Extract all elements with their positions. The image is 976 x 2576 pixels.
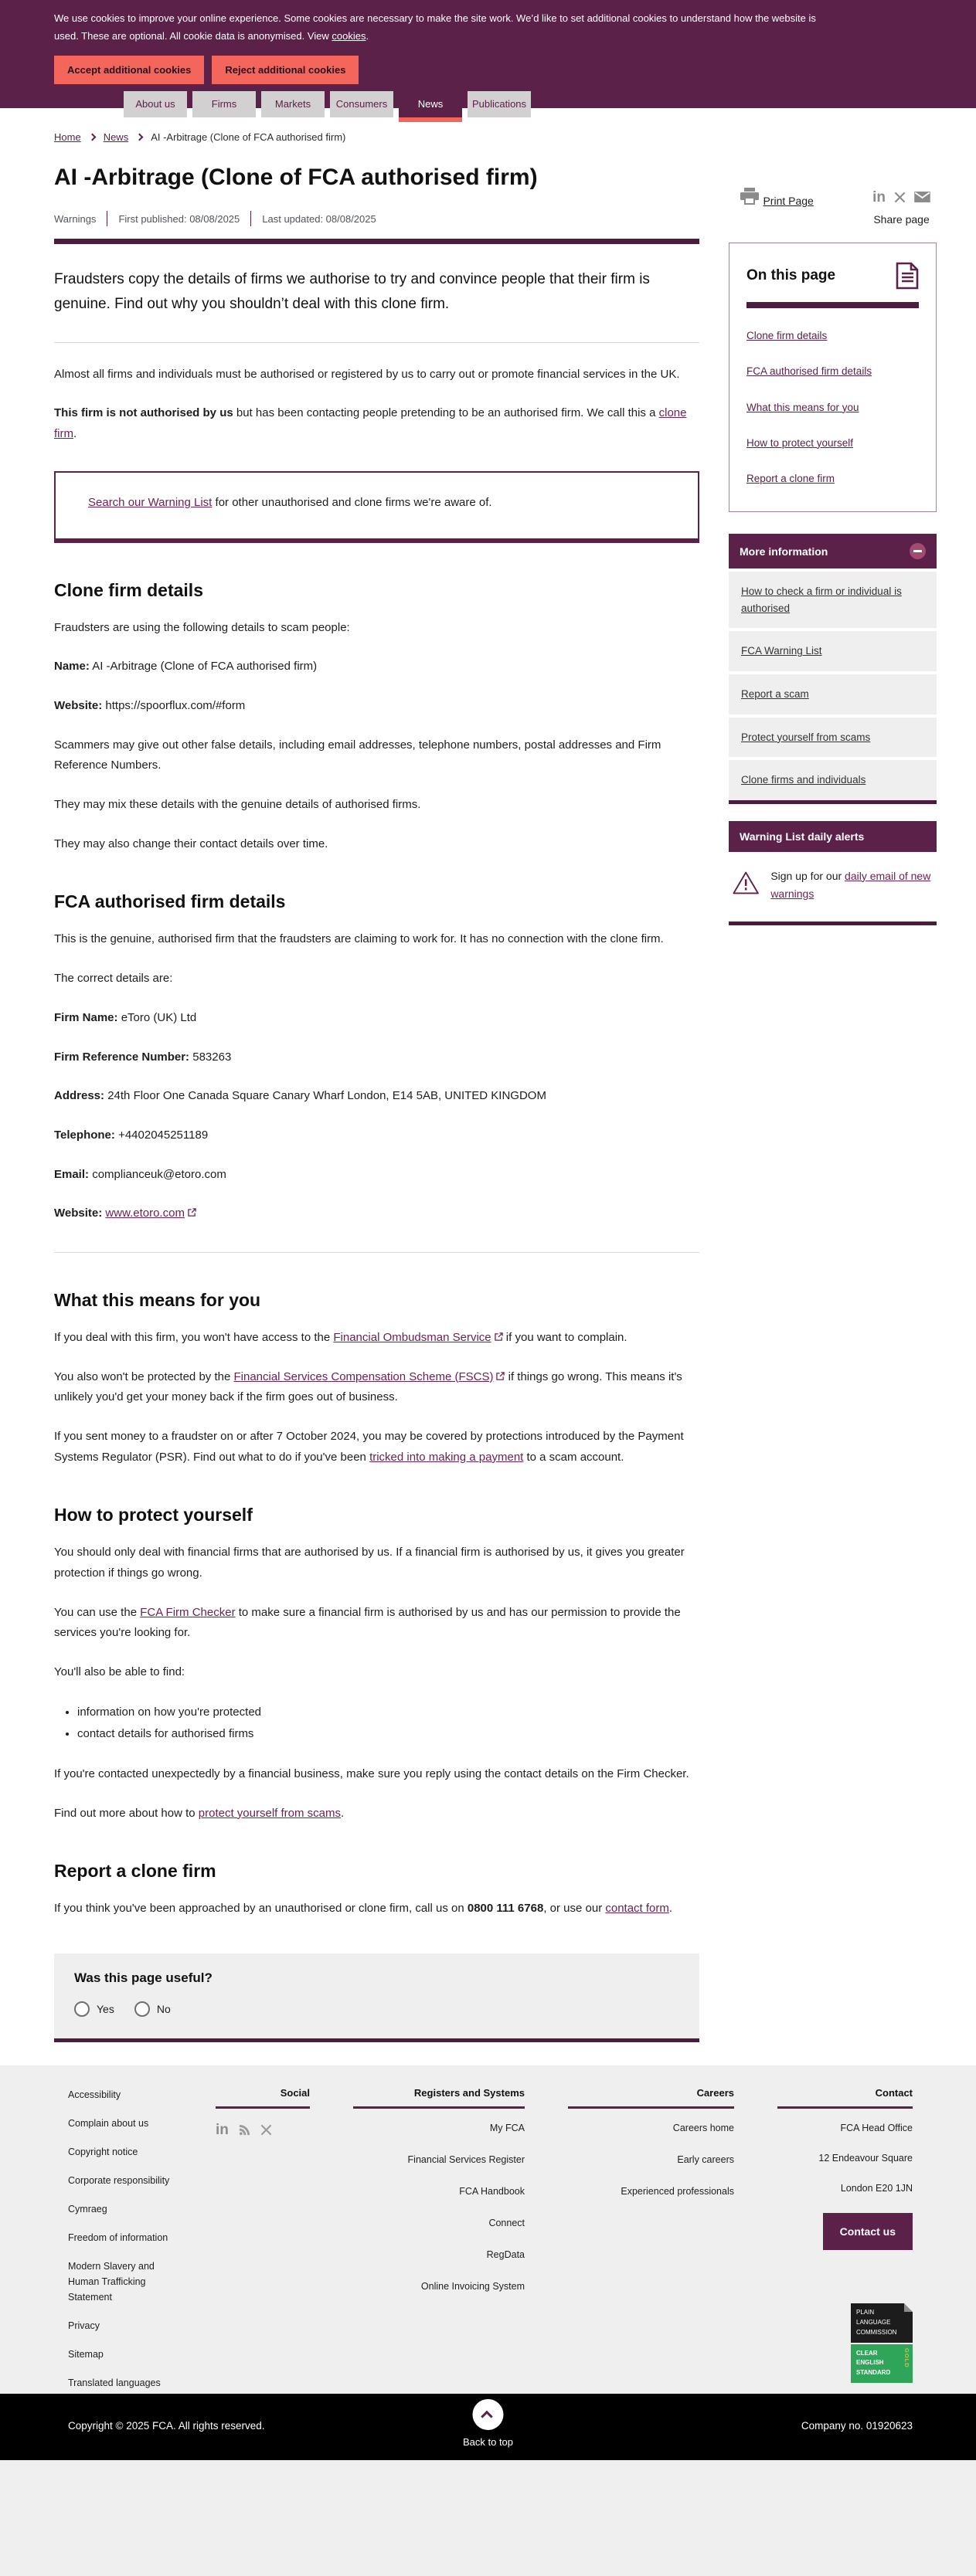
- warning-alerts-title: Warning List daily alerts: [729, 821, 937, 852]
- wtm-text: if you want to complain.: [502, 1330, 627, 1344]
- not-authorised-bold: This firm is not authorised by us: [54, 406, 233, 420]
- footer-bottom-bar: [0, 2394, 976, 2460]
- firm-name-label: Firm Name:: [54, 1010, 118, 1024]
- title-divider: [54, 239, 699, 244]
- footer-link-fca-handbook[interactable]: FCA Handbook: [459, 2185, 525, 2197]
- more-information-panel: [729, 534, 937, 804]
- bullet-item: • contact details for authorised firms: [77, 1723, 699, 1746]
- phone-number: 0800 111 6768: [467, 1902, 544, 1916]
- contact-address-line: 12 Endeavour Square: [818, 2152, 913, 2164]
- warning-list-link[interactable]: Search our Warning List: [88, 495, 213, 509]
- contact-us-button[interactable]: Contact us: [823, 2213, 913, 2250]
- telephone-label: Telephone:: [54, 1128, 115, 1142]
- primary-nav: [124, 91, 531, 122]
- footer-link-item: [68, 2173, 172, 2188]
- clone-details-text: Scammers may give out other false details, including email addresses, telephone numbers, postal addresses and Firm Reference Numbers.: [54, 738, 661, 772]
- footer-link-list: [68, 2087, 172, 2404]
- company-number: Company no. 01920623: [801, 2419, 913, 2432]
- on-this-page-title: On this page: [746, 267, 836, 283]
- share-page-label: Share page: [873, 213, 930, 226]
- feedback-panel: [54, 1953, 699, 2042]
- protect-text: You can use the: [54, 1605, 141, 1619]
- breadcrumb: [54, 131, 976, 143]
- footer-link-complain[interactable]: Complain about us: [68, 2117, 149, 2129]
- x-share-icon[interactable]: [894, 192, 906, 203]
- authorised-details-text: The correct details are:: [54, 972, 173, 986]
- footer-link-item: [68, 2347, 172, 2362]
- badge-standard-text: CLEAR ENGLISH STANDARD: [856, 2349, 891, 2377]
- tab-about-us[interactable]: About us: [124, 91, 187, 117]
- footer-link-experienced-professionals[interactable]: Experienced professionals: [621, 2185, 734, 2197]
- section-heading-what-this-means: What this means for you: [54, 1289, 261, 1310]
- meta-category: Warnings: [54, 212, 97, 225]
- cookie-message-period: .: [366, 30, 369, 42]
- footer-social-title: Social: [216, 2087, 310, 2109]
- plain-language-badge-bottom: [851, 2344, 913, 2383]
- radio-no-label: No: [156, 2002, 171, 2015]
- bullet-item: • information on how you're protected: [77, 1702, 699, 1724]
- feedback-question: Was this page useful?: [74, 1970, 213, 1985]
- contact-button-wrap: [777, 2213, 913, 2250]
- email-line: [54, 1165, 699, 1186]
- footer-link-freedom-of-information[interactable]: Freedom of information: [68, 2232, 168, 2243]
- wtm-text: to a scam account.: [523, 1450, 624, 1464]
- footer-link-corporate-responsibility[interactable]: Corporate responsibility: [68, 2174, 170, 2186]
- name-value: AI -Arbitrage (Clone of FCA authorised firm): [92, 660, 318, 674]
- alerts-pre: Sign up for our: [770, 869, 845, 882]
- section-divider: [54, 1252, 699, 1253]
- protect-text: .: [341, 1806, 345, 1820]
- breadcrumb-news-link[interactable]: News: [103, 131, 129, 143]
- footer-columns: [68, 2087, 913, 2404]
- meta-last-updated: Last updated: 08/08/2025: [262, 212, 376, 225]
- email-label: Email:: [54, 1167, 90, 1181]
- breadcrumb-current: AI -Arbitrage (Clone of FCA authorised firm): [151, 131, 346, 143]
- footer-link-item: [68, 2116, 172, 2131]
- page-title: AI -Arbitrage (Clone of FCA authorised firm): [54, 165, 538, 190]
- protect-paragraph: [54, 1804, 699, 1824]
- back-to-top-button[interactable]: [463, 2399, 513, 2448]
- meta-divider: [250, 211, 251, 226]
- callout-tail: for other unauthorised and clone firms we're aware of.: [212, 495, 492, 509]
- share-icons: [872, 188, 930, 206]
- wtm-paragraph: [54, 1427, 699, 1468]
- back-to-top-circle[interactable]: [472, 2399, 503, 2430]
- intro-paragraph: Almost all firms and individuals must be authorised or registered by us to carry out or promote financial services in the UK.: [54, 367, 680, 381]
- protect-paragraph: If you're contacted unexpectedly by a financial business, make sure you reply using the contact details on the Firm Checker.: [54, 1767, 689, 1780]
- warning-alerts-panel: [729, 821, 937, 925]
- footer-link-regdata[interactable]: RegData: [486, 2248, 525, 2260]
- footer-social-column: [216, 2087, 310, 2404]
- more-info-link-check-authorised[interactable]: How to check a firm or individual is authorised: [729, 572, 937, 628]
- meta-first-published: First published: 08/08/2025: [118, 212, 240, 225]
- plain-language-badge-top: PLAIN LANGUAGE COMMISSION: [851, 2303, 913, 2342]
- callout-text: [88, 496, 687, 509]
- frn-label: Firm Reference Number:: [54, 1050, 190, 1064]
- footer-link-early-careers[interactable]: Early careers: [677, 2153, 734, 2165]
- accept-cookies-button[interactable]: Accept additional cookies: [54, 56, 204, 84]
- firm-reference-line: [54, 1047, 699, 1068]
- back-to-top-label: Back to top: [462, 2435, 514, 2448]
- tab-consumers[interactable]: Consumers: [330, 91, 393, 117]
- footer-link-accessibility[interactable]: Accessibility: [68, 2089, 121, 2100]
- section-heading-clone-firm-details: Clone firm details: [54, 579, 203, 600]
- more-info-link-warning-list[interactable]: FCA Warning List: [729, 631, 937, 671]
- intro-text: .: [73, 426, 77, 440]
- clone-details-text: Fraudsters are using the following details to scam people:: [54, 620, 350, 634]
- chevron-right-icon: [136, 133, 144, 141]
- collapse-minus-icon[interactable]: [910, 543, 926, 559]
- footer-registers-title: Registers and Systems: [353, 2087, 525, 2109]
- contact-form-link[interactable]: contact form: [605, 1902, 669, 1916]
- authorised-details-text: This is the genuine, authorised firm that the fraudsters are claiming to work for. It has no connection with the clone firm.: [54, 932, 664, 946]
- footer-link-my-fca[interactable]: My FCA: [489, 2122, 525, 2133]
- external-link-icon: [495, 1332, 503, 1341]
- telephone-value: +4402045251189: [118, 1128, 209, 1142]
- website-label: Website:: [54, 1207, 103, 1220]
- chevron-right-icon: [88, 133, 96, 141]
- print-share-row: [729, 188, 937, 226]
- document-icon: [896, 262, 919, 290]
- wtm-text: If you sent money to a fraudster on or after 7 October 2024, you may be covered by protections introduced by the Payment Systems Regulator (PSR). Find out what to do if you've been: [54, 1430, 684, 1464]
- footer-link-item: [68, 2230, 172, 2245]
- email-value: complianceuk@etoro.com: [92, 1167, 226, 1181]
- footer-link-connect[interactable]: Connect: [488, 2217, 525, 2228]
- frn-value: 583263: [192, 1050, 232, 1064]
- wtm-text: if things go wrong. This means it's unlikely you'd get your money back if the firm goes out of business.: [54, 1369, 682, 1404]
- contact-address-line: London E20 1JN: [840, 2182, 913, 2194]
- footer-link-careers-home[interactable]: Careers home: [672, 2122, 734, 2133]
- report-text: , or use our: [543, 1902, 606, 1916]
- footer-contact-title: Contact: [777, 2087, 913, 2109]
- feedback-yes-option[interactable]: [74, 2001, 114, 2017]
- footer-link-item: [68, 2201, 172, 2217]
- report-text: If you think you've been approached by an unauthorised or clone firm, call us on: [54, 1902, 468, 1916]
- protect-text: to make sure a financial firm is authorised by us and has our permission to provide the services you're looking for.: [54, 1605, 681, 1640]
- footer-link-item: [68, 2144, 172, 2160]
- report-paragraph: [54, 1899, 699, 1919]
- feedback-options: [74, 2001, 679, 2017]
- wtm-text: You also won't be protected by the: [54, 1369, 234, 1383]
- on-this-page-link-what-this-means[interactable]: What this means for you: [746, 401, 859, 413]
- share-block: [872, 188, 930, 226]
- radio-yes-label: Yes: [97, 2002, 114, 2015]
- footer-link-privacy[interactable]: Privacy: [68, 2320, 100, 2331]
- copyright-text: Copyright © 2025 FCA. All rights reserved.: [68, 2419, 265, 2432]
- footer-link-online-invoicing[interactable]: Online Invoicing System: [420, 2280, 525, 2292]
- on-this-page-link-clone-firm-details[interactable]: Clone firm details: [746, 330, 828, 341]
- footer-link-item: [68, 2259, 172, 2305]
- section-heading-protect-yourself: How to protect yourself: [54, 1505, 253, 1526]
- main-content: [54, 161, 699, 2042]
- clone-firm-link[interactable]: clone firm: [54, 406, 687, 440]
- linkedin-share-icon[interactable]: in: [872, 188, 886, 205]
- warning-alerts-body: [729, 852, 937, 921]
- telephone-line: [54, 1125, 699, 1146]
- tricked-into-payment-link[interactable]: tricked into making a payment: [369, 1450, 524, 1464]
- page-layout: [0, 161, 976, 2042]
- footer-link-translated-languages[interactable]: Translated languages: [68, 2377, 161, 2388]
- page-footer: [0, 2065, 976, 2576]
- bottom-spacer: [0, 2460, 976, 2576]
- warning-list-callout: [54, 471, 699, 543]
- more-info-link-report-scam[interactable]: Report a scam: [729, 674, 937, 714]
- footer-careers-title: Careers: [568, 2087, 734, 2109]
- footer-link-item: [68, 2087, 172, 2103]
- tab-firms[interactable]: Firms: [192, 91, 256, 117]
- on-this-page-link-authorised-firm-details[interactable]: FCA authorised firm details: [746, 365, 872, 378]
- footer-link-copyright-notice[interactable]: Copyright notice: [68, 2146, 138, 2157]
- address-value: 24th Floor One Canada Square Canary Wharf London, E14 5AB, UNITED KINGDOM: [107, 1089, 546, 1103]
- tab-markets[interactable]: Markets: [261, 91, 325, 117]
- footer-careers-column: [568, 2087, 734, 2404]
- financial-ombudsman-link[interactable]: Financial Ombudsman Service: [333, 1330, 491, 1344]
- website-value: https://spoorflux.com/#form: [105, 699, 246, 713]
- article-meta: [54, 211, 699, 226]
- authorised-website-line: [54, 1203, 699, 1224]
- on-this-page-link-protect-yourself[interactable]: How to protect yourself: [746, 436, 854, 449]
- fscs-link[interactable]: Financial Services Compensation Scheme (FSCS): [233, 1369, 494, 1383]
- tab-publications[interactable]: Publications: [468, 91, 531, 117]
- etoro-website-link[interactable]: www.etoro.com: [105, 1207, 185, 1220]
- radio-no[interactable]: [134, 2001, 150, 2017]
- radio-yes[interactable]: [74, 2001, 90, 2017]
- on-this-page-panel: [729, 243, 937, 512]
- address-line: [54, 1086, 699, 1107]
- clone-website-line: [54, 696, 699, 717]
- footer-main: [0, 2065, 976, 2394]
- intro-lead: Fraudsters copy the details of firms we authorise to try and convince people that their firm is genuine. Find out why you shouldn’t deal with this clone firm.: [54, 271, 650, 313]
- print-block: [740, 188, 814, 226]
- firm-name-value: eToro (UK) Ltd: [121, 1010, 197, 1024]
- linkedin-icon[interactable]: in: [216, 2121, 229, 2138]
- right-rail: [729, 161, 937, 925]
- rss-icon[interactable]: [239, 2124, 250, 2136]
- tab-news[interactable]: News: [399, 91, 462, 122]
- external-link-icon: [496, 1372, 505, 1380]
- address-label: Address:: [54, 1089, 105, 1103]
- section-heading-authorised-firm-details: FCA authorised firm details: [54, 891, 286, 912]
- more-information-header[interactable]: [729, 534, 937, 568]
- protect-from-scams-link[interactable]: protect yourself from scams: [198, 1806, 341, 1820]
- on-this-page-link-report-clone-firm[interactable]: Report a clone firm: [746, 473, 835, 484]
- footer-social-icons: [216, 2123, 310, 2137]
- firm-name-line: [54, 1008, 699, 1029]
- warning-triangle-icon: [732, 867, 760, 898]
- intro-text: but has been contacting people pretending to be an authorised firm. We call this a: [233, 406, 659, 420]
- plain-language-badge: [851, 2303, 913, 2383]
- website-label: Website:: [54, 699, 103, 713]
- intro-paragraph: [54, 403, 699, 444]
- x-icon[interactable]: [260, 2124, 272, 2136]
- footer-link-fs-register[interactable]: Financial Services Register: [407, 2153, 525, 2165]
- footer-link-item: [68, 2375, 172, 2391]
- firm-checker-link[interactable]: FCA Firm Checker: [140, 1605, 236, 1619]
- footer-link-item: [68, 2318, 172, 2333]
- cookie-policy-link[interactable]: cookies: [332, 30, 366, 42]
- report-text: .: [668, 1902, 673, 1916]
- cookie-buttons: [54, 56, 359, 84]
- clone-details-text: They may mix these details with the genuine details of authorised firms.: [54, 798, 421, 812]
- external-link-icon: [188, 1208, 196, 1217]
- protect-paragraph: You'll also be able to find:: [54, 1665, 185, 1679]
- contact-address-line: FCA Head Office: [840, 2122, 913, 2133]
- wtm-paragraph: [54, 1367, 699, 1408]
- clone-details-text: They may also change their contact details over time.: [54, 837, 328, 850]
- print-page-link[interactable]: Print Page: [763, 195, 814, 207]
- printer-icon[interactable]: [740, 188, 760, 205]
- clone-name-line: [54, 657, 699, 677]
- breadcrumb-home-link[interactable]: Home: [54, 131, 81, 143]
- protect-paragraph: You should only deal with financial firms that are authorised by us. If a financial firm is authorised by us, it gives you greater protection if things go wrong.: [54, 1546, 685, 1580]
- cookie-message: [54, 9, 835, 46]
- cookie-message-text: We use cookies to improve your online experience. Some cookies are necessary to make the site work. We’d like to set additional cookies to understand how the website is used. These are optional. All cookie data is anonymised. View: [54, 12, 816, 42]
- footer-link-cymraeg[interactable]: Cymraeg: [68, 2203, 107, 2215]
- on-this-page-divider: [746, 302, 919, 308]
- cookie-banner: [0, 0, 976, 108]
- alerts-text: [770, 867, 933, 903]
- reject-cookies-button[interactable]: Reject additional cookies: [212, 56, 359, 84]
- section-heading-report-clone-firm: Report a clone firm: [54, 1861, 216, 1882]
- footer-registers-column: [353, 2087, 525, 2404]
- name-label: Name:: [54, 660, 90, 674]
- section-divider: [54, 342, 699, 343]
- daily-email-signup-link[interactable]: daily email of new warnings: [770, 869, 931, 900]
- chevron-up-icon: [481, 2411, 493, 2423]
- more-information-title: More information: [740, 545, 828, 558]
- protect-paragraph: [54, 1603, 699, 1644]
- wtm-text: If you deal with this firm, you won't have access to the: [54, 1330, 334, 1344]
- footer-link-sitemap[interactable]: Sitemap: [68, 2348, 104, 2360]
- protect-bullet-list: [54, 1702, 699, 1746]
- on-this-page-header: [746, 262, 919, 290]
- footer-link-modern-slavery[interactable]: Modern Slavery and Human Trafficking Statement: [68, 2260, 155, 2303]
- protect-text: Find out more about how to: [54, 1806, 199, 1820]
- badge-gold-text: GOLD: [903, 2347, 910, 2368]
- wtm-paragraph: [54, 1328, 699, 1349]
- feedback-no-option[interactable]: [134, 2001, 171, 2017]
- more-info-link-protect-scams[interactable]: Protect yourself from scams: [729, 718, 937, 758]
- more-info-link-clone-firms[interactable]: Clone firms and individuals: [729, 760, 937, 800]
- email-share-icon[interactable]: [914, 192, 930, 202]
